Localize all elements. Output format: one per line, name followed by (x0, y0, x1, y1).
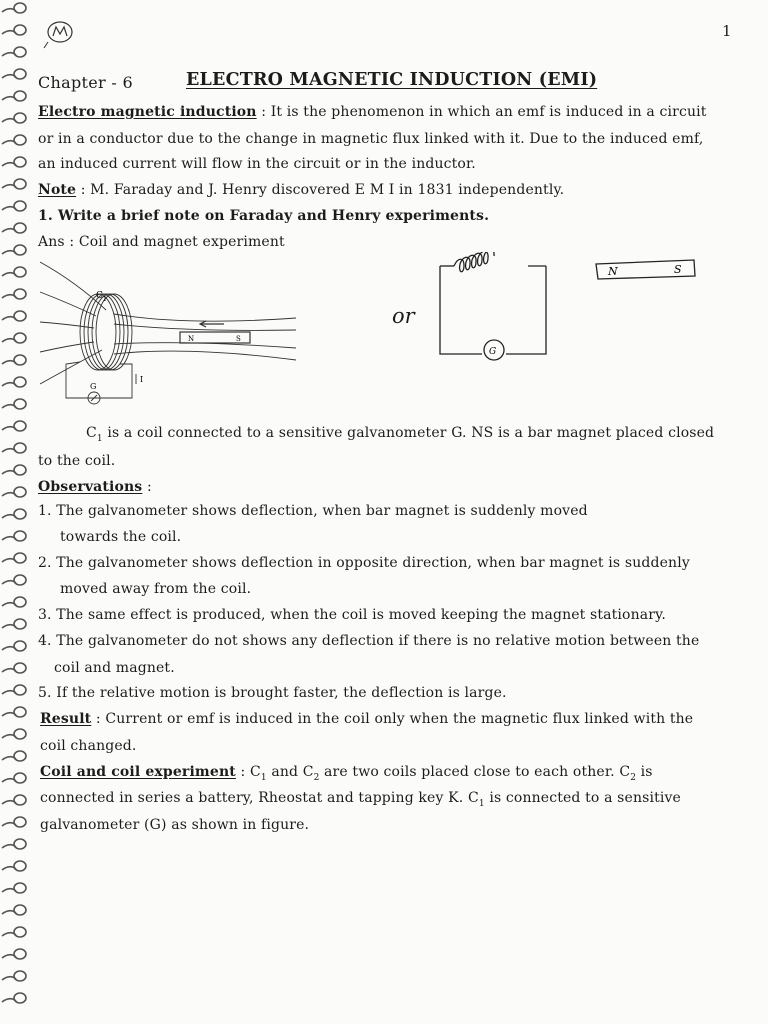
result-line-1 (40, 711, 693, 727)
binding-wire (2, 867, 16, 870)
coil-exp-sub-3: 2 (630, 772, 637, 783)
answer-intro: Ans : Coil and magnet experiment (38, 234, 285, 250)
binding-ring (14, 509, 26, 519)
binding-ring (14, 531, 26, 541)
binding-wire (2, 603, 16, 606)
binding-wire (2, 669, 16, 672)
binding-ring (14, 245, 26, 255)
binding-ring (14, 487, 26, 497)
result-label: Result (40, 711, 92, 727)
coil-experiment-line-3: galvanometer (G) as shown in figure. (40, 817, 310, 833)
binding-wire (2, 251, 16, 254)
binding-ring (14, 553, 26, 563)
binding-wire (2, 339, 16, 342)
spiral-binding (0, 0, 34, 1024)
description-line-1 (86, 425, 714, 444)
observation-item: towards the coil. (60, 529, 182, 545)
note-label: Note (38, 182, 77, 198)
observations-colon: : (142, 479, 152, 495)
binding-ring (14, 663, 26, 673)
definition-line-1 (38, 104, 707, 120)
binding-wire (2, 53, 16, 56)
chapter-title: ELECTRO MAGNETIC INDUCTION (EMI) (186, 70, 598, 90)
binding-ring (14, 729, 26, 739)
coil-experiment-label: Coil and coil experiment (40, 764, 236, 780)
binding-wire (2, 823, 16, 826)
coil-exp-text-2a: connected in series a battery, Rheostat and tapping key K. C (40, 790, 479, 806)
binding-ring (14, 773, 26, 783)
figure1-coil-label: C (96, 291, 103, 301)
binding-ring (14, 993, 26, 1003)
binding-ring (14, 311, 26, 321)
observation-item: 4. The galvanometer do not shows any deflection if there is no relative motion between the (38, 633, 700, 649)
binding-ring (14, 113, 26, 123)
binding-wire (2, 911, 16, 914)
observation-item: coil and magnet. (54, 660, 175, 676)
coil-exp-text-2c: is connected to a sensitive (484, 790, 681, 806)
binding-wire (2, 581, 16, 584)
binding-ring (14, 179, 26, 189)
description-c-sub: 1 (96, 433, 103, 444)
figure2-g-label: G (489, 347, 497, 357)
observation-item: 5. If the relative motion is brought faster, the deflection is large. (38, 685, 507, 701)
binding-ring (14, 619, 26, 629)
sketch-circuit-figure (436, 252, 706, 364)
binding-wire (2, 647, 16, 650)
result-text: : Current or emf is induced in the coil only when the magnetic flux linked with the (91, 711, 694, 727)
definition-line-2: or in a conductor due to the change in magnetic flux linked with it. Due to the induced emf, (38, 131, 704, 147)
binding-wire (2, 427, 16, 430)
binding-ring (14, 267, 26, 277)
binding-ring (14, 949, 26, 959)
description-c: C (86, 425, 97, 441)
binding-wire (2, 31, 16, 34)
binding-wire (2, 735, 16, 738)
binding-wire (2, 713, 16, 716)
binding-ring (14, 817, 26, 827)
binding-wire (2, 757, 16, 760)
binding-wire (2, 449, 16, 452)
observations-label: Observations (38, 479, 143, 495)
binding-ring (14, 421, 26, 431)
note-line (38, 182, 564, 198)
binding-wire (2, 185, 16, 188)
binding-wire (2, 933, 16, 936)
binding-ring (14, 927, 26, 937)
binding-ring (14, 751, 26, 761)
binding-ring (14, 3, 26, 13)
binding-ring (14, 377, 26, 387)
definition-line-3: an induced current will flow in the circuit or in the inductor. (38, 156, 476, 172)
observations-heading (38, 479, 152, 495)
coil-exp-sub-4: 1 (478, 798, 485, 809)
binding-ring (14, 905, 26, 915)
observation-item: 3. The same effect is produced, when the coil is moved keeping the magnet stationary. (38, 607, 666, 623)
binding-ring (14, 47, 26, 57)
figure1-i-label: I (140, 375, 144, 384)
binding-wire (2, 955, 16, 958)
chapter-label: Chapter - 6 (38, 73, 133, 92)
binding-wire (2, 75, 16, 78)
coil-exp-sub-2: 2 (313, 772, 320, 783)
observation-item: 1. The galvanometer shows deflection, when bar magnet is suddenly moved (38, 503, 588, 519)
binding-wire (2, 97, 16, 100)
binding-ring (14, 839, 26, 849)
page-number: 1 (722, 22, 732, 40)
coil-magnet-figure (36, 252, 306, 414)
binding-wire (2, 515, 16, 518)
result-line-2: coil changed. (40, 738, 137, 754)
coil-experiment-line-1 (40, 764, 653, 783)
binding-ring (14, 91, 26, 101)
binding-wire (2, 163, 16, 166)
binding-wire (2, 471, 16, 474)
binding-ring (14, 795, 26, 805)
definition-term: Electro magnetic induction (38, 104, 257, 120)
binding-wire (2, 801, 16, 804)
stamp-mark (36, 18, 86, 52)
binding-ring (14, 465, 26, 475)
definition-text-1: : It is the phenomenon in which an emf is induced in a circuit (256, 104, 707, 120)
coil-exp-text-g: is (636, 764, 653, 780)
binding-wire (2, 361, 16, 364)
binding-ring (14, 399, 26, 409)
binding-wire (2, 207, 16, 210)
binding-ring (14, 289, 26, 299)
binding-wire (2, 999, 16, 1002)
binding-wire (2, 691, 16, 694)
figure2-s-label: S (674, 263, 682, 276)
binding-ring (14, 883, 26, 893)
coil-exp-sub-1: 1 (260, 772, 267, 783)
binding-ring (14, 861, 26, 871)
binding-wire (2, 559, 16, 562)
question-heading: 1. Write a brief note on Faraday and Henry experiments. (38, 208, 490, 224)
note-text: : M. Faraday and J. Henry discovered E M I in 1831 independently. (76, 182, 565, 198)
binding-wire (2, 141, 16, 144)
coil-exp-text-a: : C (235, 764, 261, 780)
binding-ring (14, 707, 26, 717)
binding-ring (14, 69, 26, 79)
binding-wire (2, 317, 16, 320)
figure1-s-label: S (236, 335, 241, 343)
description-text: is a coil connected to a sensitive galvanometer G. NS is a bar magnet placed closed (102, 425, 715, 441)
binding-wire (2, 295, 16, 298)
binding-wire (2, 493, 16, 496)
observation-item: 2. The galvanometer shows deflection in opposite direction, when bar magnet is suddenly (38, 555, 690, 571)
binding-ring (14, 355, 26, 365)
figure1-g-label: G (90, 382, 97, 391)
figure1-coil-sub: 1 (103, 296, 107, 303)
binding-wire (2, 779, 16, 782)
observation-item: moved away from the coil. (60, 581, 252, 597)
figure2-n-label: N (608, 265, 618, 278)
coil-exp-text-c: and C (266, 764, 314, 780)
binding-wire (2, 625, 16, 628)
binding-wire (2, 537, 16, 540)
binding-wire (2, 977, 16, 980)
binding-ring (14, 333, 26, 343)
binding-wire (2, 119, 16, 122)
binding-ring (14, 201, 26, 211)
binding-ring (14, 575, 26, 585)
binding-wire (2, 273, 16, 276)
binding-ring (14, 685, 26, 695)
binding-ring (14, 223, 26, 233)
binding-ring (14, 971, 26, 981)
binding-ring (14, 597, 26, 607)
binding-ring (14, 157, 26, 167)
binding-wire (2, 229, 16, 232)
binding-ring (14, 135, 26, 145)
binding-ring (14, 25, 26, 35)
binding-wire (2, 845, 16, 848)
figure1-n-label: N (188, 335, 195, 343)
binding-wire (2, 889, 16, 892)
figure-or-text: or (392, 304, 415, 328)
binding-ring (14, 641, 26, 651)
binding-ring (14, 443, 26, 453)
coil-experiment-line-2 (40, 790, 681, 809)
binding-wire (2, 405, 16, 408)
coil-exp-text-e: are two coils placed close to each other. C (319, 764, 631, 780)
binding-wire (2, 383, 16, 386)
binding-wire (2, 9, 16, 12)
description-line-2: to the coil. (38, 453, 116, 469)
